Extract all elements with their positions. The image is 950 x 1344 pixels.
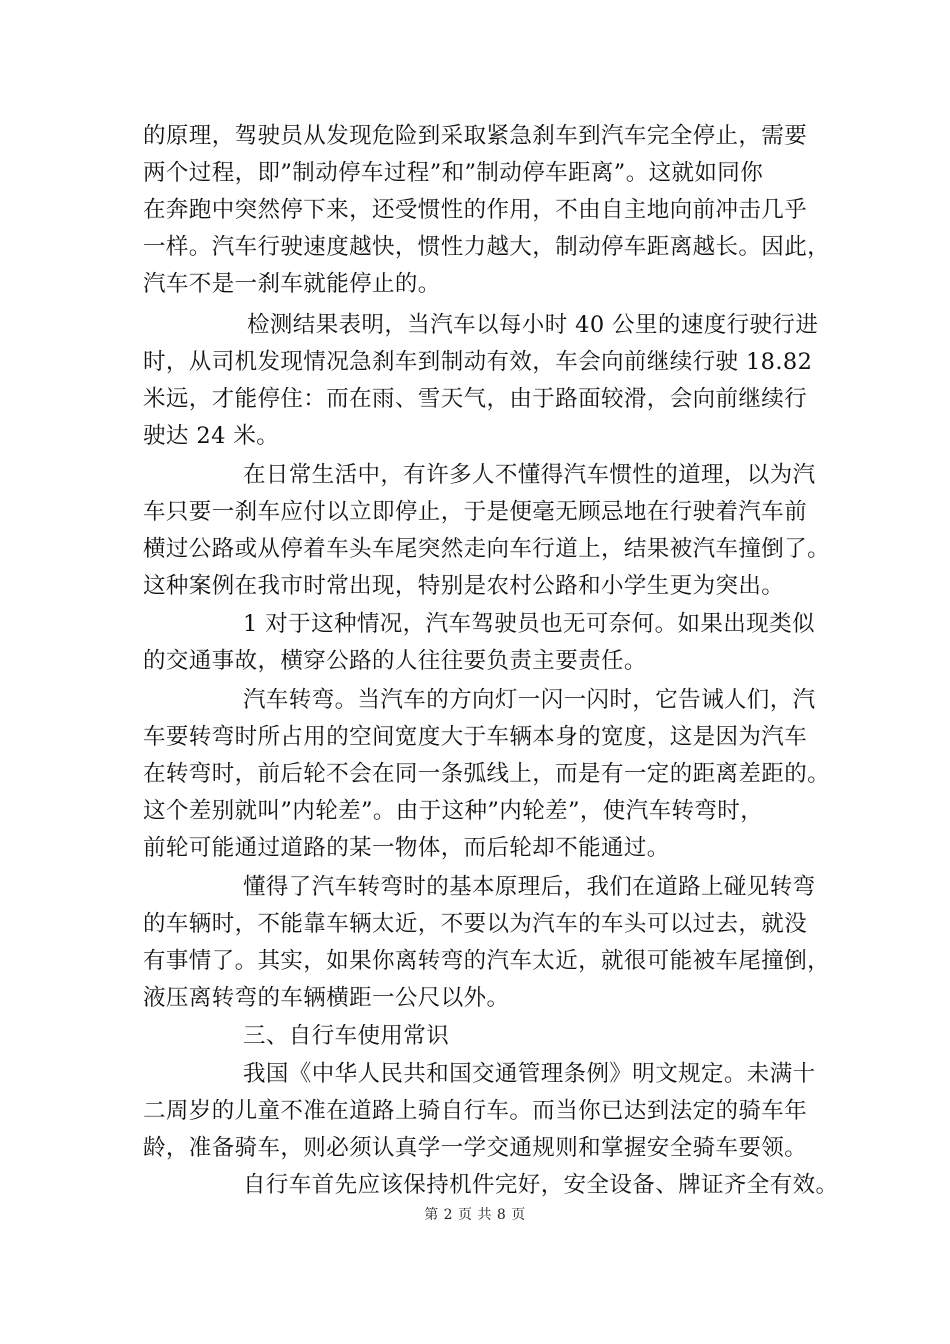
text-line: 1 对于这种情况，汽车驾驶员也无可奈何。如果出现类似 <box>243 611 815 637</box>
text-line: 驶达 24 米。 <box>143 423 280 449</box>
text-line: 这种案例在我市时常出现，特别是农村公路和小学生更为突出。 <box>143 573 785 599</box>
text-line: 前轮可能通过道路的某一物体，而后轮却不能通过。 <box>143 835 670 861</box>
text-line: 液压离转弯的车辆横距一公尺以外。 <box>143 985 510 1011</box>
text-line: 我国《中华人民共和国交通管理条例》明文规定。未满十 <box>243 1061 816 1087</box>
page-number-footer: 第 2 页 共 8 页 <box>424 1207 526 1223</box>
text-line: 时，从司机发现情况急刹车到制动有效，车会向前继续行驶 18.82 <box>143 349 813 375</box>
text-line: 汽车转弯。当汽车的方向灯一闪一闪时，它告诫人们，汽 <box>243 687 816 713</box>
text-line: 在日常生活中，有许多人不懂得汽车惯性的道理，以为汽 <box>243 462 816 488</box>
section-heading: 三、自行车使用常识 <box>243 1023 450 1049</box>
text-line: 这个差别就叫”内轮差”。由于这种”内轮差”，使汽车转弯时， <box>143 798 764 824</box>
text-line: 龄，准备骑车，则必须认真学一学交通规则和掌握安全骑车要领。 <box>143 1135 808 1161</box>
text-line: 在奔跑中突然停下来，还受惯性的作用，不由自主地向前冲击几乎 <box>143 197 808 223</box>
text-line: 二周岁的儿童不准在道路上骑自行车。而当你已达到法定的骑车年 <box>143 1098 808 1124</box>
text-line: 在转弯时，前后轮不会在同一条弧线上，而是有一定的距离差距的。 <box>143 761 831 787</box>
text-line: 有事情了。其实，如果你离转弯的汽车太近，就很可能被车尾撞倒， <box>143 948 831 974</box>
text-line: 的交通事故，横穿公路的人往往要负责主要责任。 <box>143 648 647 674</box>
text-line: 的原理，驾驶员从发现危险到采取紧急刹车到汽车完全停止，需要 <box>143 123 808 149</box>
text-line: 检测结果表明，当汽车以每小时 40 公里的速度行驶行进 <box>247 312 819 338</box>
text-line: 一样。汽车行驶速度越快，惯性力越大，制动停车距离越长。因此， <box>143 234 831 260</box>
text-line: 两个过程，即”制动停车过程”和”制动停车距离”。这就如同你 <box>143 160 764 186</box>
text-line: 横过公路或从停着车头车尾突然走向车行道上，结果被汽车撞倒了。 <box>143 536 831 562</box>
text-line: 懂得了汽车转弯时的基本原理后，我们在道路上碰见转弯 <box>243 874 816 900</box>
text-line: 车只要一刹车应付以立即停止，于是便毫无顾忌地在行驶着汽车前 <box>143 499 808 525</box>
text-line: 自行车首先应该保持机件完好，安全设备、牌证齐全有效。 <box>243 1172 839 1198</box>
text-line: 的车辆时，不能靠车辆太近，不要以为汽车的车头可以过去，就没 <box>143 911 808 937</box>
text-line: 车要转弯时所占用的空间宽度大于车辆本身的宽度，这是因为汽车 <box>143 724 808 750</box>
text-line: 米远，才能停住：而在雨、雪天气，由于路面较滑，会向前继续行 <box>143 386 808 412</box>
text-line: 汽车不是一刹车就能停止的。 <box>143 271 441 297</box>
